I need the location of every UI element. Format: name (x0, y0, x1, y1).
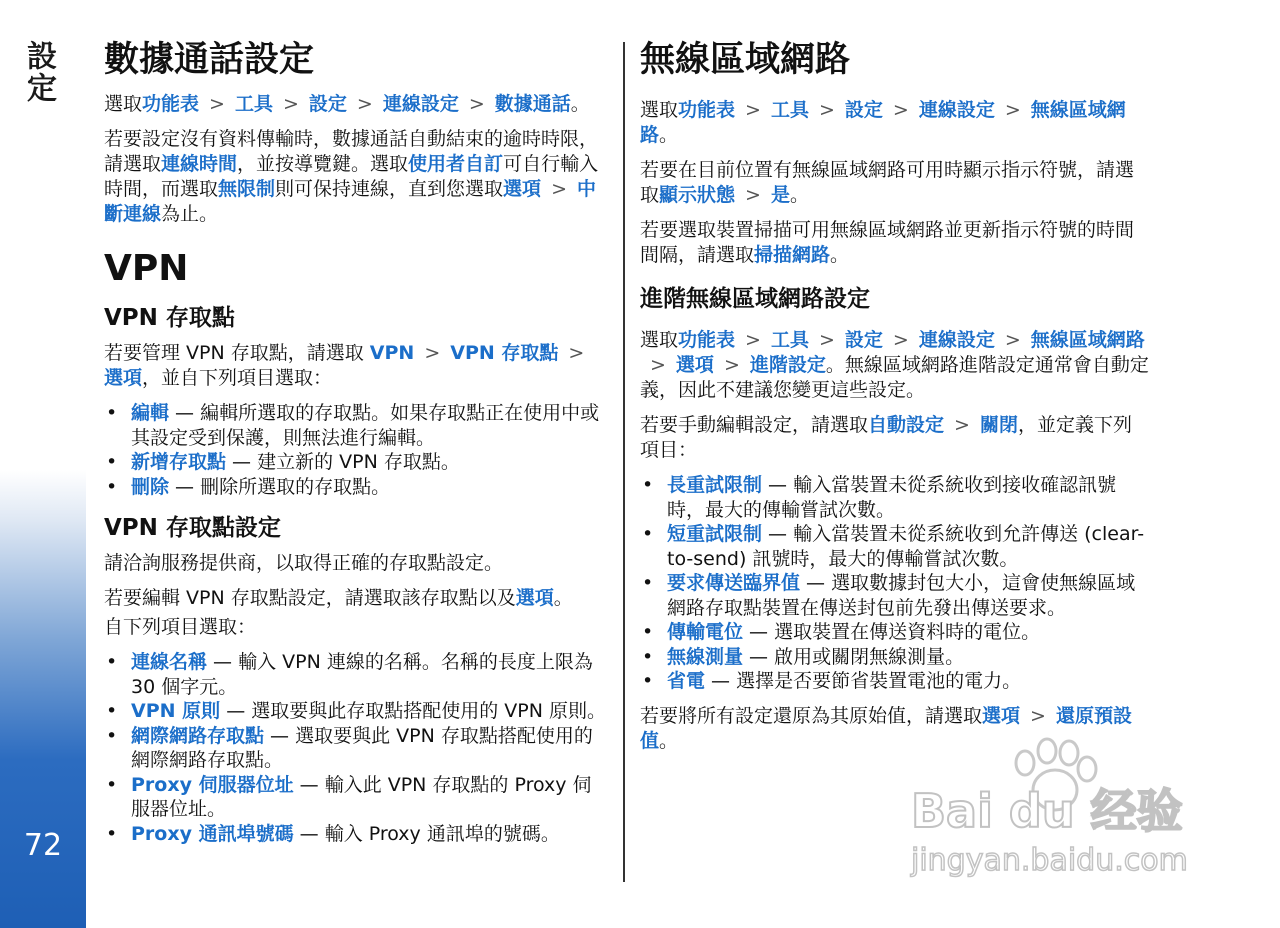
wlan-p1 (640, 158, 1150, 208)
text-run: 。 (659, 729, 679, 752)
path-separator: > (745, 329, 761, 351)
text-run: 若要編輯 VPN 存取點設定，請選取該存取點以及 (104, 587, 516, 609)
list-item-term: 要求傳送臨界值 (667, 572, 801, 594)
vpn-settings-p3: 自下列項目選取： (104, 616, 257, 638)
list-item (640, 645, 1150, 670)
list-item-desc: — 選取要與此 VPN 存取點搭配使用的網際網路存取點。 (131, 724, 593, 771)
list-item-term: 連線名稱 (131, 651, 208, 673)
menu-term: 設定 (844, 329, 883, 351)
path-separator: > (954, 414, 970, 436)
list-item (104, 699, 609, 724)
text-run: 選取 (640, 99, 679, 121)
list-item (640, 473, 1150, 522)
data-call-paragraph (104, 127, 609, 227)
list-item-term: 長重試限制 (667, 474, 763, 496)
list-item (640, 571, 1150, 620)
text-run: 若要手動編輯設定，請選取 (640, 414, 869, 436)
vpn-settings-p2 (104, 586, 609, 611)
advanced-p1 (640, 328, 1150, 403)
vpn-title: VPN (104, 248, 189, 289)
list-item (104, 401, 609, 450)
menu-term: 功能表 (142, 93, 200, 115)
text-run: 若要選取裝置掃描可用無線區域網路並更新指示符號的時間間隔，請選取 (640, 219, 1135, 266)
list-item-desc: — 選取要與此存取點搭配使用的 VPN 原則。 (220, 700, 606, 722)
menu-term: 無限制 (218, 178, 276, 200)
menu-term: 使用者自訂 (408, 153, 504, 175)
right-column (640, 38, 1150, 764)
path-separator: > (282, 93, 299, 115)
menu-term: VPN 存取點 (450, 342, 559, 364)
list-item-desc: — 輸入 Proxy 通訊埠的號碼。 (293, 822, 560, 845)
menu-term: 是 (770, 184, 790, 206)
menu-term: VPN (369, 342, 415, 364)
menu-term: 設定 (844, 99, 883, 121)
menu-term: 選項 (104, 367, 143, 389)
list-item (640, 522, 1150, 571)
list-item-term: VPN 原則 (131, 700, 221, 722)
text-run: 若要在目前位置有無線區域網路可用時顯示指示符號，請選取 (640, 159, 1135, 206)
vpn-ap-intro (104, 341, 609, 391)
menu-term: 還原預設值 (640, 704, 1132, 752)
data-call-path (104, 92, 609, 117)
text-run: 若要管理 VPN 存取點，請選取 (104, 342, 370, 364)
text-run: 。 (553, 587, 573, 609)
list-item-term: Proxy 伺服器位址 (131, 773, 294, 796)
list-item-term: 編輯 (131, 402, 170, 424)
list-item-desc: — 選擇是否要節省裝置電池的電力。 (705, 670, 1022, 692)
text-run: 。無線區域網路進階設定通常會自動定義，因此不建議您變更這些設定。 (640, 354, 1149, 401)
list-item-term: 無線測量 (667, 645, 744, 668)
text-run: 若要設定沒有資料傳輸時，數據通話自動結束的逾時時限，請選取 (104, 128, 599, 175)
list-item-desc: — 建立新的 VPN 存取點。 (226, 451, 460, 473)
column-divider (623, 42, 625, 882)
text-run: 選取 (640, 329, 679, 351)
list-item-term: 新增存取點 (131, 451, 227, 473)
path-separator: > (745, 99, 761, 121)
path-separator: > (723, 354, 740, 376)
list-item (104, 650, 609, 699)
list-item (640, 620, 1150, 645)
wlan-p2 (640, 218, 1150, 268)
list-item-desc: — 編輯所選取的存取點。如果存取點正在使用中或其設定受到保護，則無法進行編輯。 (131, 402, 600, 449)
wlan-title: 無線區域網路 (640, 40, 851, 80)
menu-term: 關閉 (979, 414, 1018, 436)
menu-term: 自動設定 (868, 414, 945, 436)
menu-term: 工具 (234, 93, 273, 115)
advanced-p2 (640, 413, 1150, 463)
list-item-term: 省電 (667, 670, 706, 692)
list-item (104, 773, 609, 822)
text-run: 。 (789, 184, 809, 206)
text-run: 為止。 (161, 203, 219, 225)
watermark-logo: Bai du 经验 (911, 784, 1183, 838)
text-run: 。 (570, 93, 590, 115)
text-run: 若要將所有設定還原為其原始值，請選取 (640, 704, 983, 727)
menu-term: 進階設定 (749, 354, 826, 376)
path-separator: > (1004, 329, 1021, 351)
path-separator: > (892, 99, 909, 121)
path-separator: > (818, 329, 835, 351)
menu-term: 工具 (770, 99, 809, 121)
path-separator: > (468, 93, 485, 115)
menu-term: 工具 (770, 329, 809, 351)
page-number: 72 (23, 828, 63, 863)
path-separator: > (892, 329, 909, 351)
menu-term: 選項 (515, 587, 554, 609)
menu-term: 無線區域網路 (640, 99, 1126, 146)
vpn-settings-list (104, 650, 609, 846)
path-separator: > (424, 342, 441, 364)
wlan-path (640, 98, 1150, 148)
list-item (104, 724, 609, 773)
list-item-term: Proxy 通訊埠號碼 (131, 822, 294, 845)
list-item (104, 450, 609, 475)
path-separator: > (745, 184, 761, 206)
menu-term: 連線設定 (382, 93, 459, 115)
section-title: 設定 (21, 40, 56, 104)
list-item-desc: — 輸入當裝置未從系統收到接收確認訊號時，最大的傳輸嘗試次數。 (667, 474, 1117, 521)
vpn-settings-title: VPN 存取點設定 (104, 515, 281, 541)
list-item-desc: — 刪除所選取的存取點。 (169, 475, 391, 498)
text-run: ，並定義下列項目： (640, 414, 1132, 461)
list-item-desc: — 選取數據封包大小，這會使無線區域網路存取點裝置在傳送封包前先發出傳送要求。 (667, 572, 1136, 619)
vpn-settings-p1: 請洽詢服務提供商，以取得正確的存取點設定。 (104, 552, 504, 574)
menu-term: 數據通話 (494, 93, 571, 115)
path-separator: > (818, 99, 835, 121)
watermark-url: jingyan.baidu.com (911, 843, 1188, 878)
list-item-desc: — 輸入當裝置未從系統收到允許傳送 (clear-to-send) 訊號時，最大的傳輸嘗試次數。 (667, 523, 1145, 570)
list-item (104, 822, 609, 847)
list-item (104, 475, 609, 500)
menu-term: 無線區域網路 (1030, 329, 1145, 351)
list-item-desc: — 輸入 VPN 連線的名稱。名稱的長度上限為 30 個字元。 (131, 651, 593, 698)
path-separator: > (1030, 704, 1046, 727)
menu-term: 選項 (503, 178, 542, 200)
data-call-title: 數據通話設定 (104, 40, 315, 80)
text-run: ，並按導覽鍵。選取 (237, 153, 409, 175)
vpn-ap-list (104, 401, 609, 499)
menu-term: 功能表 (678, 99, 736, 121)
list-item-term: 傳輸電位 (667, 621, 744, 643)
path-separator: > (650, 354, 666, 376)
list-item-term: 短重試限制 (667, 523, 763, 545)
path-separator: > (356, 93, 373, 115)
baidu-watermark (905, 735, 1205, 880)
list-item-desc: — 選取裝置在傳送資料時的電位。 (743, 621, 1041, 643)
list-item-desc: — 輸入此 VPN 存取點的 Proxy 伺服器位址。 (131, 773, 592, 820)
text-run: ，並自下列項目選取： (142, 367, 333, 389)
left-column (104, 38, 609, 856)
list-item (640, 669, 1150, 694)
path-separator: > (1004, 99, 1021, 121)
menu-term: 連線時間 (161, 153, 238, 175)
menu-term: 連線設定 (918, 99, 995, 121)
menu-term: 顯示狀態 (659, 184, 736, 206)
menu-term: 選項 (982, 704, 1021, 727)
text-run: 可自行輸入時間，而選取 (104, 153, 599, 200)
menu-term: 功能表 (678, 329, 736, 351)
menu-term: 中斷連線 (104, 178, 596, 225)
list-item-term: 網際網路存取點 (131, 724, 265, 747)
menu-term: 連線設定 (918, 329, 995, 351)
menu-term: 選項 (675, 354, 714, 376)
list-item-term: 刪除 (131, 475, 170, 498)
text-run: 則可保持連線，直到您選取 (275, 178, 504, 200)
menu-term: 設定 (308, 93, 347, 115)
text-run: 。 (659, 124, 679, 146)
path-separator: > (568, 342, 585, 364)
list-item-desc: — 啟用或關閉無線測量。 (743, 645, 965, 668)
menu-term: 掃描網路 (754, 244, 831, 266)
path-separator: > (209, 93, 225, 115)
advanced-title: 進階無線區域網路設定 (640, 286, 870, 312)
advanced-list (640, 473, 1150, 694)
page-sidebar (0, 0, 86, 928)
text-run: 。 (830, 244, 850, 266)
vpn-ap-title: VPN 存取點 (104, 305, 235, 331)
path-separator: > (551, 178, 567, 200)
path-prefix: 選取 (104, 93, 143, 115)
